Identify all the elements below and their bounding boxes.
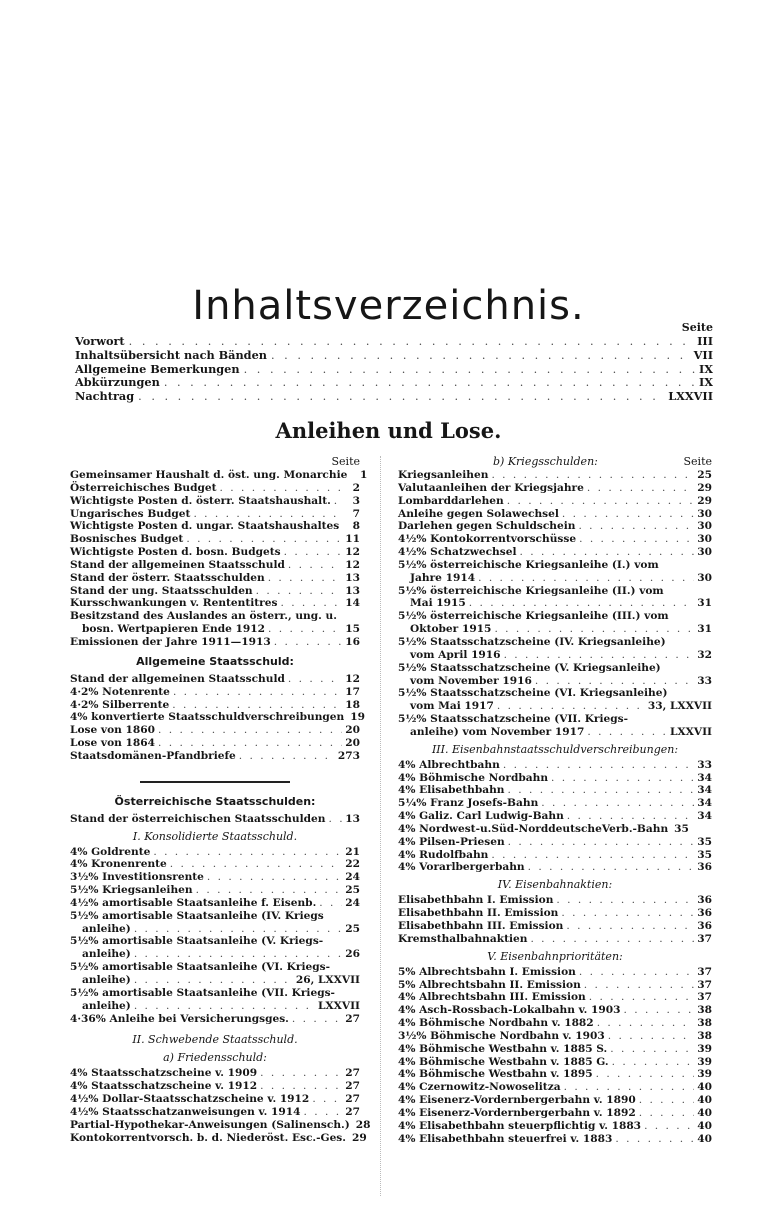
list-item[interactable]: 4% Böhmische Nordbahn . . . 34 (398, 772, 712, 785)
list-item[interactable]: 4% Elisabethbahn . . . 34 (398, 784, 712, 797)
list-item[interactable]: anleihe) . . . 26 (70, 948, 360, 961)
list-item[interactable]: vom November 1916 . . . 33 (398, 675, 712, 688)
list-item[interactable]: 4% Eisenerz-Vordernbergerbahn v. 1890 . . . 40 (398, 1094, 712, 1107)
list-item[interactable]: 4% Böhmische Westbahn v. 1885 S. . . . 39 (398, 1043, 712, 1056)
list-item[interactable]: 4% Elisabethbahn steuerfrei v. 1883 . . . 40 (398, 1133, 712, 1146)
list-item[interactable]: Bosnisches Budget . . . 11 (70, 533, 360, 546)
right-page-header: Seite (683, 455, 712, 468)
subsection-heading: III. Eisenbahnstaatsschuldverschreibungen: (431, 742, 679, 756)
list-item: 5½% österreichische Kriegsanleihe (I.) vom (398, 558, 659, 571)
left-column (70, 455, 371, 1144)
list-item: 5½% amortisable Staatsanleihe (V. Kriegs- (70, 935, 324, 948)
list-item[interactable]: 4% Staatsschatzscheine v. 1912 . . . 27 (70, 1080, 360, 1093)
list-item[interactable]: bosn. Wertpapieren Ende 1912 . . . 15 (70, 623, 360, 636)
list-item[interactable]: 4% Czernowitz-Nowoselitza . . . 40 (398, 1081, 712, 1094)
list-item[interactable]: Anleihe gegen Solawechsel . . . 30 (398, 508, 712, 521)
list-item[interactable]: Wichtigste Posten d. österr. Staatshaushalt. . . . 3 (70, 495, 360, 508)
list-item[interactable]: 5% Albrechtsbahn II. Emission . . . 37 (398, 979, 712, 992)
list-item[interactable]: Staatsdomänen-Pfandbriefe . . . 273 (70, 750, 360, 763)
list-item[interactable]: anleihe) vom November 1917 . . . LXXVII (398, 726, 712, 739)
subsection-heading: a) Friedensschuld: (163, 1051, 267, 1065)
list-item[interactable]: 3½% Böhmische Nordbahn v. 1903 . . . 38 (398, 1030, 712, 1043)
list-item[interactable]: 4% Böhmische Nordbahn v. 1882 . . . 38 (398, 1017, 712, 1030)
list-item[interactable]: Mai 1915 . . . 31 (398, 597, 712, 610)
list-item[interactable]: 4% Kronenrente . . . 22 (70, 858, 360, 871)
list-item[interactable]: anleihe) . . . LXXVII (70, 1000, 360, 1013)
subsection-heading: I. Konsolidierte Staatsschuld. (132, 829, 298, 843)
list-item[interactable]: Ungarisches Budget . . . 7 (70, 508, 360, 521)
list-item: 5½% österreichische Kriegsanleihe (III.) vom (398, 610, 669, 623)
toc-page-header: Seite (681, 321, 713, 334)
toc-entry[interactable]: Vorwort . . . III (75, 335, 713, 349)
list-item[interactable]: 4% konvertierte Staatsschuldverschreibungen 19 (70, 711, 366, 724)
subsection-heading: V. Eisenbahnprioritäten: (487, 949, 623, 963)
list-item[interactable]: 4·2% Notenrente . . . 17 (70, 686, 360, 699)
list-item[interactable]: Stand der österreichischen Staatsschulden . . . 13 (70, 813, 360, 826)
list-item[interactable]: Kursschwankungen v. Rententitres . . . 14 (70, 597, 360, 610)
list-item: 5½% amortisable Staatsanleihe (VII. Kriegs- (70, 986, 335, 999)
list-item[interactable]: 4½% Dollar-Staatsschatzscheine v. 1912 . . . 27 (70, 1093, 360, 1106)
list-item[interactable]: 4% Staatsschatzscheine v. 1909 . . . 27 (70, 1067, 360, 1080)
list-item[interactable]: 4% Pilsen-Priesen . . . 35 (398, 836, 712, 849)
list-item[interactable]: 4% Rudolfbahn . . . 35 (398, 849, 712, 862)
list-item[interactable]: 4% Nordwest-u.Süd-NorddeutscheVerb.-Bahn 35 (398, 822, 689, 835)
list-item[interactable]: Stand der allgemeinen Staatsschuld . . . 12 (70, 559, 360, 572)
left-page-header: Seite (331, 455, 360, 468)
list-item[interactable]: 4½% Kontokorrentvorschüsse . . . 30 (398, 533, 712, 546)
list-item[interactable]: 4% Asch-Rossbach-Lokalbahn v. 1903 . . . 38 (398, 1004, 712, 1017)
toc-entry[interactable]: Allgemeine Bemerkungen . . . IX (75, 363, 713, 377)
list-item[interactable]: 4·2% Silberrente . . . 18 (70, 699, 360, 712)
list-item[interactable]: 4% Albrechtbahn . . . 33 (398, 759, 712, 772)
list-item[interactable]: Kremsthalbahnaktien . . . 37 (398, 933, 712, 946)
right-column-header (398, 455, 712, 469)
list-item[interactable]: Stand der ung. Staatsschulden . . . 13 (70, 585, 360, 598)
section-heading: Allgemeine Staatsschuld: (136, 654, 294, 668)
list-item: 5½% Staatsschatzscheine (VII. Kriegs- (398, 713, 629, 726)
section-title: Anleihen und Lose. (275, 418, 502, 443)
list-item[interactable]: 4% Eisenerz-Vordernbergerbahn v. 1892 . . . 40 (398, 1107, 712, 1120)
right-column (398, 455, 712, 1146)
list-item[interactable]: 4% Elisabethbahn steuerpflichtig v. 1883 . . . 40 (398, 1120, 712, 1133)
list-item: 5½% Staatsschatzscheine (IV. Kriegsanleihe) (398, 635, 666, 648)
list-item: 5½% Staatsschatzscheine (VI. Kriegsanleihe) (398, 687, 668, 700)
list-item[interactable]: Wichtigste Posten d. bosn. Budgets . . . 12 (70, 546, 360, 559)
divider (140, 781, 290, 783)
toc-entry[interactable]: Abkürzungen . . . IX (75, 376, 713, 390)
list-item: 5½% amortisable Staatsanleihe (IV. Kriegs (70, 909, 324, 922)
list-item[interactable]: Elisabethbahn II. Emission . . . 36 (398, 907, 712, 920)
toc-entry[interactable]: Inhaltsübersicht nach Bänden . . . VII (75, 349, 713, 363)
list-item[interactable]: 4% Vorarlbergerbahn . . . 36 (398, 861, 712, 874)
toc-entry[interactable]: Nachtrag . . . LXXVII (75, 390, 713, 404)
list-item: Besitzstand des Auslandes an österr., ung. u. (70, 610, 337, 623)
list-item[interactable]: 4% Böhmische Westbahn v. 1895 . . . 39 (398, 1068, 712, 1081)
list-item[interactable]: vom Mai 1917 . . . 33, LXXVII (398, 700, 712, 713)
list-item[interactable]: Stand der österr. Staatsschulden . . . 13 (70, 572, 360, 585)
column-divider (380, 456, 381, 1196)
list-item[interactable]: Kriegsanleihen . . . 25 (398, 469, 712, 482)
list-item[interactable]: Emissionen der Jahre 1911—1913 . . . 16 (70, 636, 360, 649)
list-item[interactable]: 4½% amortisable Staatsanleihe f. Eisenb. . . . 24 (70, 897, 360, 910)
list-item[interactable]: Elisabethbahn I. Emission . . . 36 (398, 894, 712, 907)
subsection-heading: II. Schwebende Staatsschuld. (132, 1033, 298, 1047)
list-item[interactable]: Elisabethbahn III. Emission . . . 36 (398, 920, 712, 933)
list-item[interactable]: Gemeinsamer Haushalt d. öst. ung. Monarchie 1 (70, 469, 368, 481)
list-item[interactable]: 3½% Investitionsrente . . . 24 (70, 871, 360, 884)
toc-list (75, 335, 713, 404)
list-item[interactable]: Lose von 1864 . . . 20 (70, 737, 360, 750)
list-item[interactable]: 5¼% Franz Josefs-Bahn . . . 34 (398, 797, 712, 810)
page-title: Inhaltsverzeichnis. (192, 283, 585, 329)
list-item[interactable]: Kontokorrentvorsch. b. d. Niederöst. Esc.-Ges. 29 (70, 1131, 367, 1144)
section-heading: Österreichische Staatsschulden: (114, 794, 316, 808)
list-item[interactable]: 4·36% Anleihe bei Versicherungsges. . . . 27 (70, 1013, 360, 1026)
subsection-heading: b) Kriegsschulden: (493, 455, 598, 468)
list-item: 5½% amortisable Staatsanleihe (VI. Kriegs- (70, 961, 331, 974)
list-item[interactable]: anleihe) . . . 26, LXXVII (70, 974, 360, 987)
subsection-heading: IV. Eisenbahnaktien: (497, 878, 613, 892)
list-item[interactable]: 5% Albrechtsbahn I. Emission . . . 37 (398, 966, 712, 979)
list-item[interactable]: Partial-Hypothekar-Anweisungen (Salinensch.) 28 (70, 1118, 371, 1131)
list-item[interactable]: Darlehen gegen Schuldschein . . . 30 (398, 520, 712, 533)
list-item: 5½% österreichische Kriegsanleihe (II.) vom (398, 584, 664, 597)
list-item[interactable]: anleihe) . . . 25 (70, 923, 360, 936)
list-item[interactable]: Lose von 1860 . . . 20 (70, 724, 360, 737)
list-item[interactable]: vom April 1916 . . . 32 (398, 649, 712, 662)
list-item[interactable]: 4% Goldrente . . . 21 (70, 846, 360, 859)
list-item[interactable]: Stand der allgemeinen Staatsschuld . . . 12 (70, 673, 360, 686)
list-item[interactable]: 5½% Kriegsanleihen . . . 25 (70, 884, 360, 897)
list-item[interactable]: Oktober 1915 . . . 31 (398, 623, 712, 636)
list-item[interactable]: 4% Böhmische Westbahn v. 1885 G. . . . 39 (398, 1056, 712, 1069)
list-item[interactable]: 4% Albrechtsbahn III. Emission . . . 37 (398, 991, 712, 1004)
list-item[interactable]: Wichtigste Posten d. ungar. Staatshaushaltes . . . 8 (70, 520, 360, 533)
list-item[interactable]: 4½% Schatzwechsel . . . 30 (398, 546, 712, 559)
list-item[interactable]: Valutaanleihen der Kriegsjahre . . . 29 (398, 482, 712, 495)
list-item[interactable]: Österreichisches Budget . . . 2 (70, 482, 360, 495)
list-item[interactable]: 4% Galiz. Carl Ludwig-Bahn . . . 34 (398, 810, 712, 823)
list-item: 5½% Staatsschatzscheine (V. Kriegsanleihe) (398, 661, 661, 674)
list-item[interactable]: 4½% Staatsschatzanweisungen v. 1914 . . . 27 (70, 1106, 360, 1119)
list-item[interactable]: Jahre 1914 . . . 30 (398, 572, 712, 585)
list-item[interactable]: Lombarddarlehen . . . 29 (398, 495, 712, 508)
